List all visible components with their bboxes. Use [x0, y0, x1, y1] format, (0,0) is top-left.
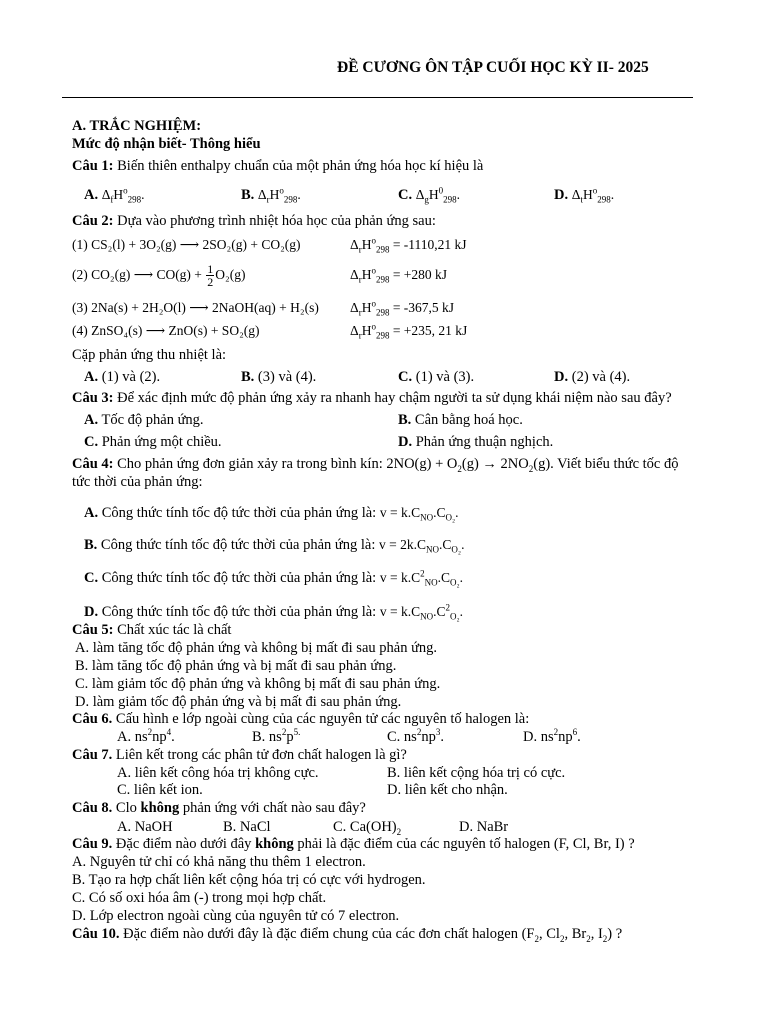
q6-option-c: C. $ns^2np^3$. [387, 727, 444, 745]
q2-option-d: D. (2) và (4). [554, 369, 631, 385]
q8-option-a: A. NaOH [117, 819, 173, 835]
q2-enthalpy-2: $\Delta_rH^o_{298} = +280$ kJ [350, 265, 448, 285]
q9-option-d: D. Lớp electron ngoài cùng của nguyên tử có 7 electron. [72, 908, 400, 924]
q2-equation-3: (3) 2Na(s) + 2H₂O(l) ⟶ 2NaOH(aq) + H₂(s) [72, 300, 319, 315]
q8-option-b: B. NaCl [223, 819, 271, 835]
q5-option-d: D. làm giảm tốc độ phản ứng và bị mất đi sau phản ứng. [75, 694, 402, 710]
q3-option-c: C. Phản ứng một chiều. [84, 434, 222, 450]
q7-option-b: B. liên kết cộng hóa trị có cực. [387, 765, 566, 781]
q2-equation-4: (4) ZnSO₄(s) ⟶ ZnO(s) + SO₂(g) [72, 323, 260, 338]
question-7: Câu 7. Liên kết trong các phân tử đơn chất halogen là gì? [72, 747, 407, 763]
question-4: Câu 4: Cho phản ứng đơn giản xảy ra trong bình kín: $2NO(g) + O_2(g) \to 2NO_2(g)$. Viết biểu thức tốc độ [72, 456, 679, 474]
q3-option-d: D. Phản ứng thuận nghịch. [398, 434, 554, 450]
q2-equation-2: (2) CO₂(g) ⟶ CO(g) + $\frac{1}{2}$ O₂(g) [72, 262, 246, 290]
q5-option-c: C. làm giảm tốc độ phản ứng và không bị mất đi sau phản ứng. [75, 676, 441, 692]
q2-ask: Cặp phản ứng thu nhiệt là: [72, 347, 227, 363]
q7-option-c: C. liên kết ion. [117, 782, 203, 798]
question-4-line2: tức thời của phản ứng: [72, 474, 203, 490]
q3-option-a: A. Tốc độ phản ứng. [84, 412, 204, 428]
q1-option-c: C. $\Delta_gH^0_{298}$. [398, 185, 461, 205]
q8-option-c: C. $Ca(OH)_2$ [333, 819, 402, 837]
q2-option-b: B. (3) và (4). [241, 369, 317, 385]
question-1: Câu 1: Biến thiên enthalpy chuẩn của một phản ứng hóa học kí hiệu là [72, 158, 484, 174]
q9-option-a: A. Nguyên tử chỉ có khả năng thu thêm 1 electron. [72, 854, 366, 870]
question-8: Câu 8. Clo không phản ứng với chất nào sau đây? [72, 800, 366, 816]
q2-enthalpy-1: $\Delta_rH^o_{298} = -1110,21$ kJ [350, 235, 467, 255]
q4-option-a: A. Công thức tính tốc độ tức thời của phản ứng là: $v = k.C_{NO}.C_{O_2}$. [84, 505, 459, 523]
q2-option-c: C. (1) và (3). [398, 369, 475, 385]
q3-option-b: B. Cân bằng hoá học. [398, 412, 523, 428]
q8-option-d: D. NaBr [459, 819, 509, 835]
q9-option-b: B. Tạo ra hợp chất liên kết cộng hóa trị có cực với hydrogen. [72, 872, 426, 888]
q5-option-a: A. làm tăng tốc độ phản ứng và không bị mất đi sau phản ứng. [75, 640, 438, 656]
q1-option-a: A. $\Delta_fH^o_{298}$. [84, 185, 145, 205]
q1-option-d: D. $\Delta_tH^o_{298}$. [554, 185, 615, 205]
q6-option-b: B. $ns^2p^{5.}$ [252, 727, 301, 745]
question-2: Câu 2: Dựa vào phương trình nhiệt hóa học của phản ứng sau: [72, 213, 436, 229]
section-title: A. TRẮC NGHIỆM: [72, 118, 202, 134]
q2-enthalpy-3: $\Delta_rH^o_{298} = -367,5$ kJ [350, 298, 455, 318]
q4-option-c: C. Công thức tính tốc độ tức thời của phản ứng là: $v = k.C^2_{NO}.C_{O_2}$. [84, 568, 463, 588]
question-5: Câu 5: Chất xúc tác là chất [72, 622, 232, 638]
q7-option-d: D. liên kết cho nhận. [387, 782, 508, 798]
q2-equation-1: (1) CS₂(l) + 3O₂(g) ⟶ 2SO₂(g) + CO₂(g) [72, 237, 301, 252]
q5-option-b: B. làm tăng tốc độ phản ứng và bị mất đi sau phản ứng. [75, 658, 397, 674]
q2-enthalpy-4: $\Delta_rH^o_{298} = +235$, 21 kJ [350, 321, 468, 341]
header-divider [62, 97, 693, 98]
q6-option-a: A. $ns^2np^4$. [117, 727, 175, 745]
q4-option-d: D. Công thức tính tốc độ tức thời của phản ứng là: $v = k.C_{NO}.C^2_{O_2}$. [84, 602, 463, 622]
fraction-half: $\frac{1}{2}$ [207, 262, 214, 290]
q9-option-c: C. Có số oxi hóa âm (-) trong mọi hợp chất. [72, 890, 327, 906]
q7-option-a: A. liên kết công hóa trị không cực. [117, 765, 319, 781]
question-3: Câu 3: Để xác định mức độ phản ứng xảy ra nhanh hay chậm người ta sử dụng khái niệm nào sau đây? [72, 390, 672, 406]
document-title: ĐỀ CƯƠNG ÔN TẬP CUỐI HỌC KỲ II- 2025 [337, 59, 649, 76]
question-9: Câu 9. Đặc điểm nào dưới đây không phải là đặc điểm của các nguyên tố halogen (F, Cl, Br, I) ? [72, 836, 635, 852]
q6-option-d: D. $ns^2np^6$. [523, 727, 581, 745]
q1-option-b: B. $\Delta_rH^o_{298}$. [241, 185, 301, 205]
question-6: Câu 6. Cấu hình e lớp ngoài cùng của các nguyên tử các nguyên tố halogen là: [72, 711, 530, 727]
q2-option-a: A. (1) và (2). [84, 369, 161, 385]
question-10: Câu 10. Đặc điểm nào dưới đây là đặc điểm chung của các đơn chất halogen ($F_2$, $Cl_2$, $Br_2$, $I_2$) ? [72, 926, 623, 944]
q4-option-b: B. Công thức tính tốc độ tức thời của phản ứng là: $v = 2k.C_{NO}.C_{O_2}$. [84, 537, 465, 555]
section-level: Mức độ nhận biết- Thông hiểu [72, 136, 261, 152]
